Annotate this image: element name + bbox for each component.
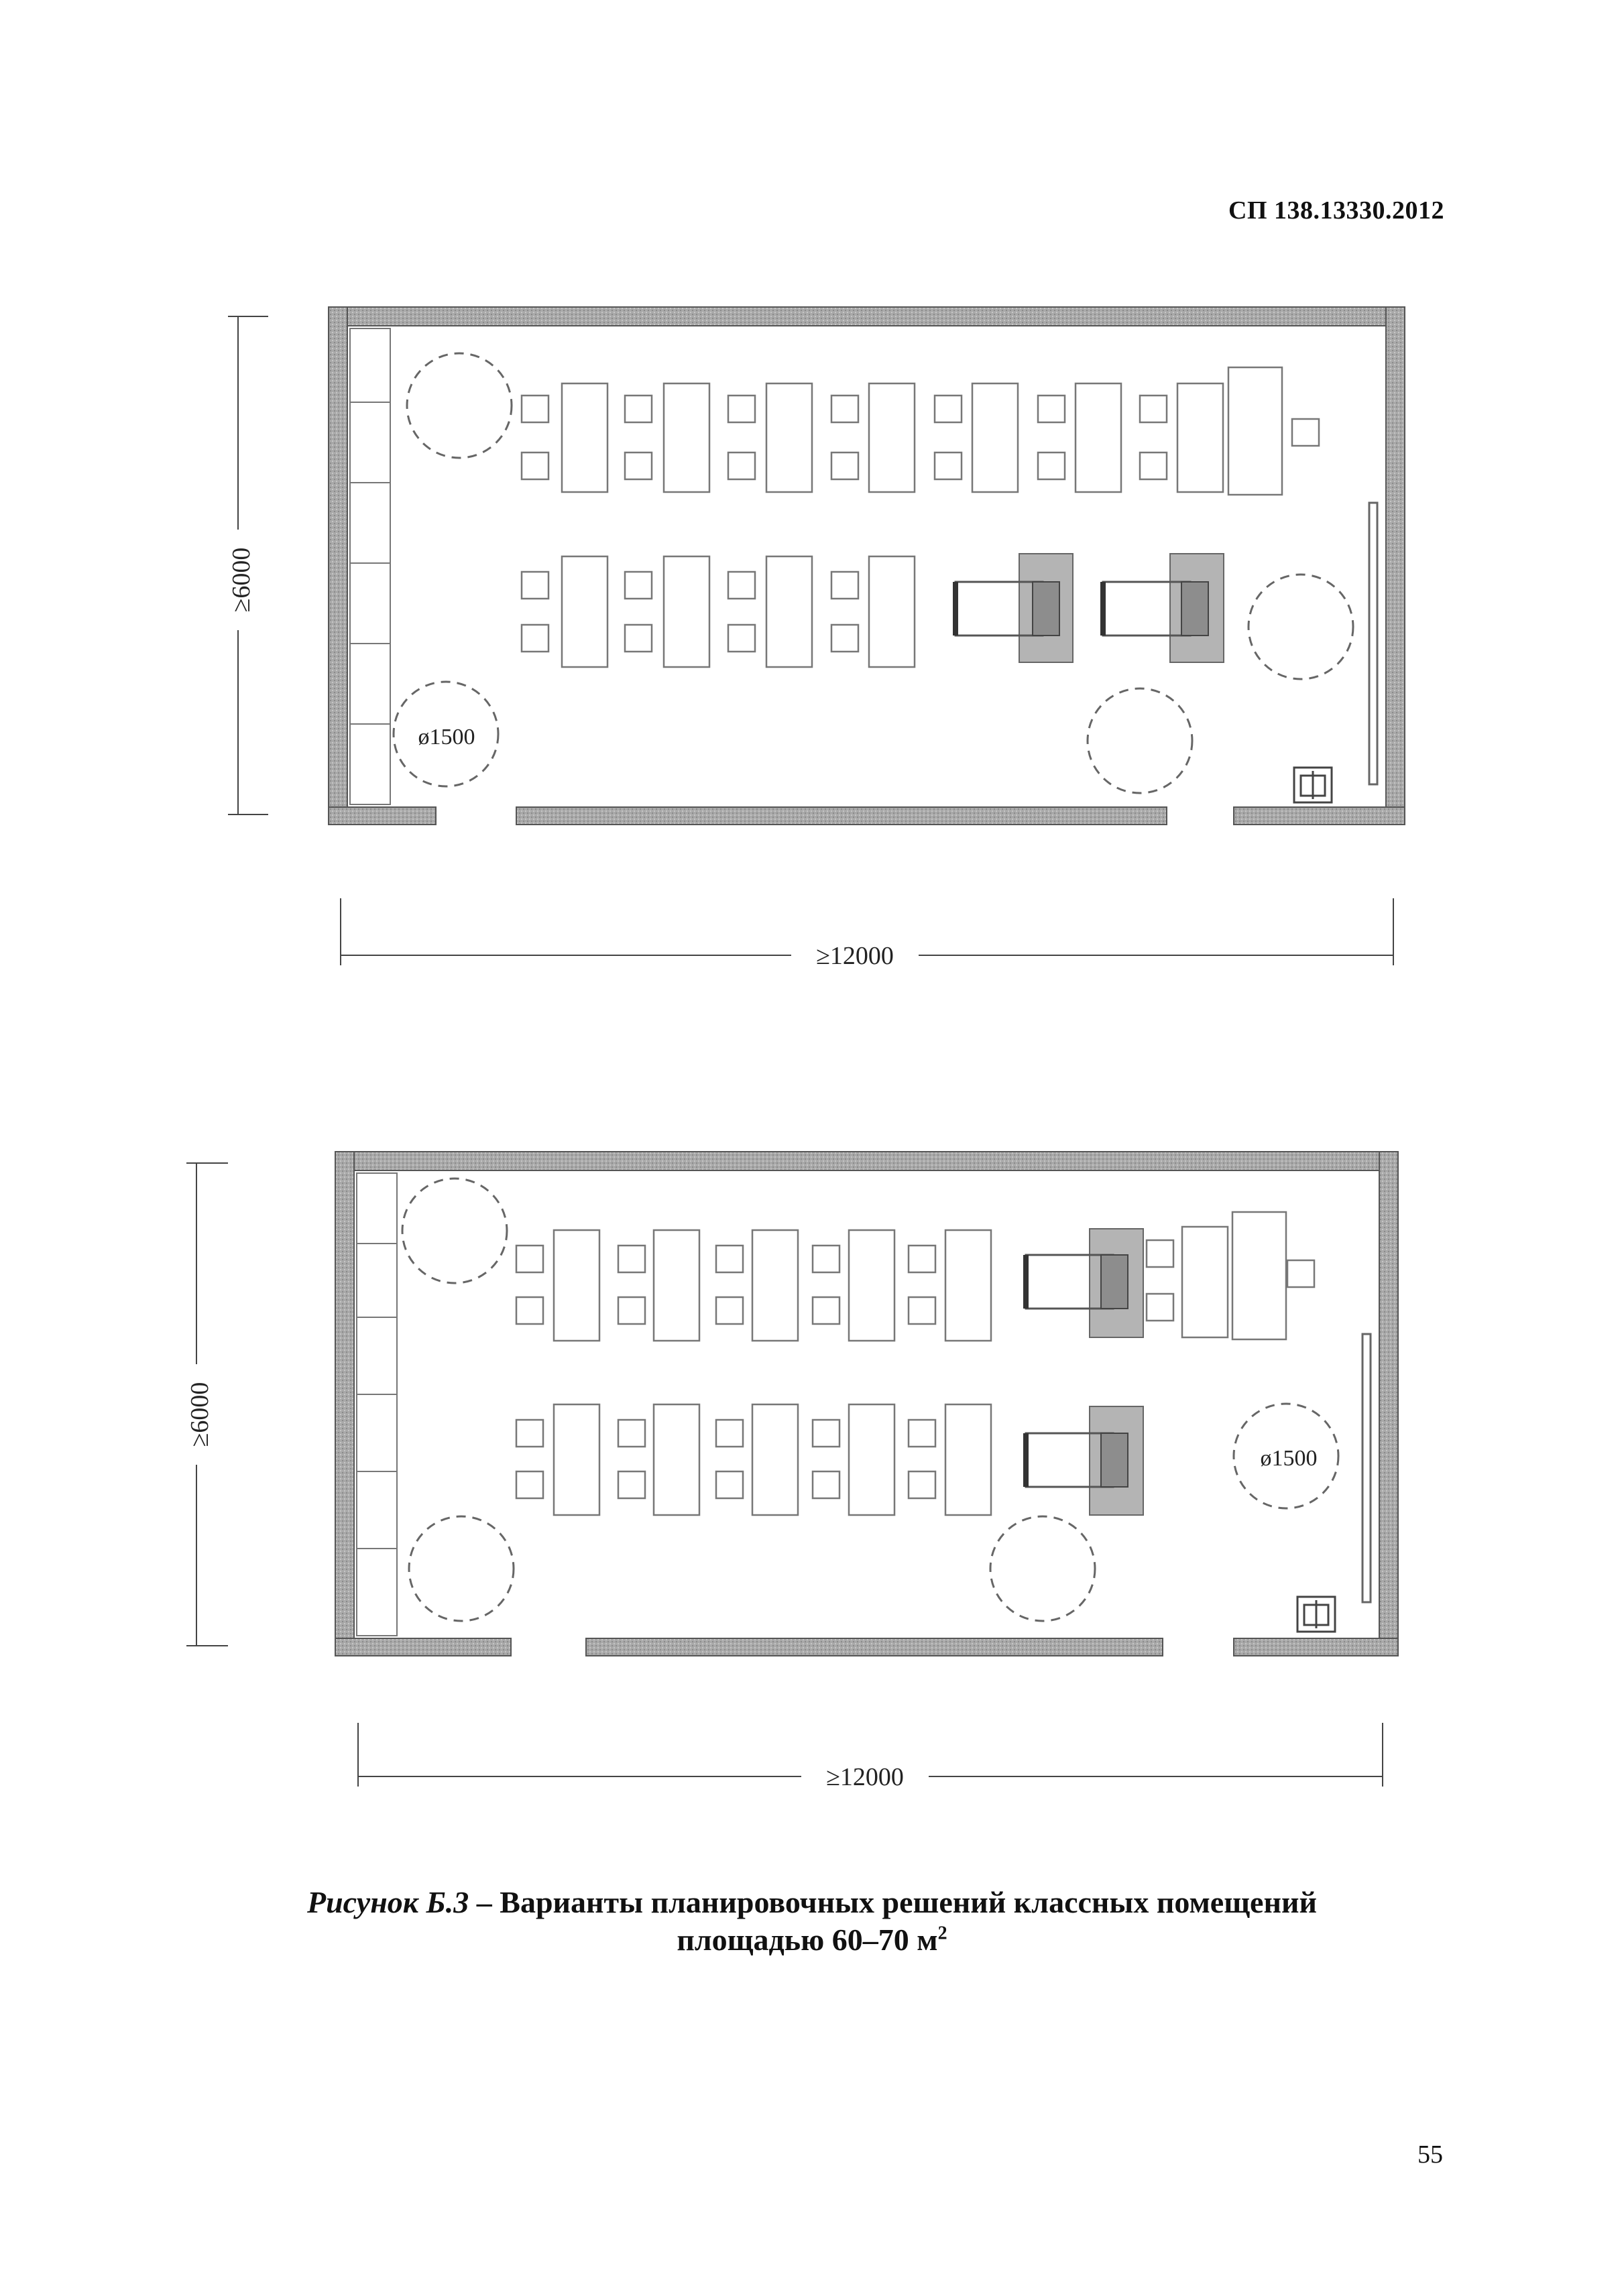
plan-1-accessible-desks <box>955 554 1224 662</box>
plan-2-desks-row-1 <box>516 1212 1314 1341</box>
plan-1-walls <box>329 307 1405 825</box>
figure-caption <box>0 1884 1624 1959</box>
plan-2-accessible-desks <box>1026 1229 1143 1515</box>
caption-dash: – <box>469 1885 500 1919</box>
plan-2-sink-icon <box>1297 1597 1335 1632</box>
plan-1-board <box>1369 503 1377 784</box>
plan-1-cabinets <box>350 328 390 804</box>
plan-1-desks-row-2 <box>522 556 915 667</box>
plan-1-sink-icon <box>1294 768 1332 802</box>
plan-1 <box>221 307 1405 970</box>
plan-2-width-label: ≥12000 <box>826 1763 904 1791</box>
plan-2-height-label: ≥6000 <box>186 1382 214 1447</box>
figure-label: Рисунок Б.3 <box>307 1885 469 1919</box>
caption-title-line-2: площадью 60–70 м <box>677 1923 938 1957</box>
plan-2 <box>181 1152 1398 1791</box>
page-number: 55 <box>1417 2140 1443 2169</box>
plan-2-circle-label: ø1500 <box>1260 1446 1318 1471</box>
plan-1-width-label: ≥12000 <box>816 942 894 970</box>
plan-2-desks-row-2 <box>516 1404 991 1515</box>
plan-2-cabinets <box>357 1173 397 1636</box>
caption-title-line-1: Варианты планировочных решений классных помещений <box>500 1885 1317 1919</box>
caption-line-2 <box>0 1921 1624 1959</box>
plan-1-desks-row-1 <box>522 367 1319 495</box>
caption-superscript: 2 <box>937 1923 947 1944</box>
plan-2-board <box>1362 1334 1371 1602</box>
caption-line-1 <box>0 1884 1624 1921</box>
plan-1-circle-label: ø1500 <box>418 725 475 749</box>
plan-1-height-label: ≥6000 <box>227 547 255 613</box>
document-code: СП 138.13330.2012 <box>1228 196 1444 225</box>
